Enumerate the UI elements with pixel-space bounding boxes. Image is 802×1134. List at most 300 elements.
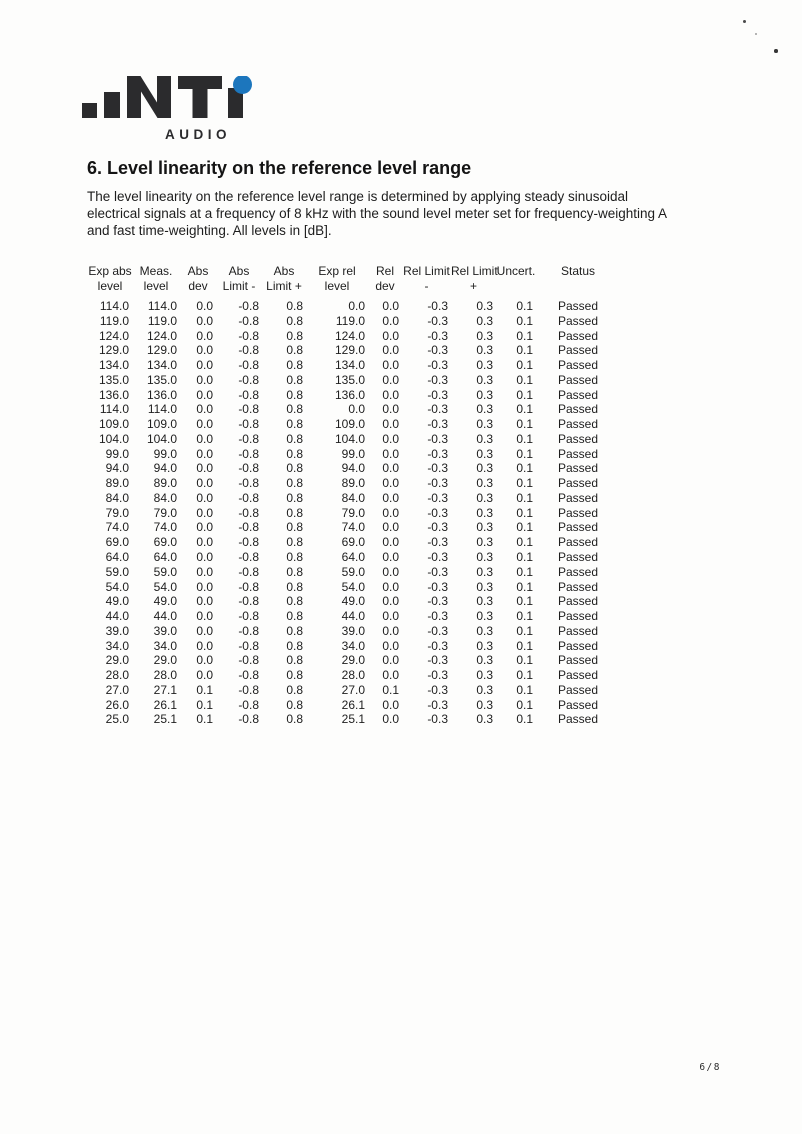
value-cell: -0.8 bbox=[238, 343, 259, 358]
value-cell: 0.0 bbox=[196, 299, 213, 313]
value-cell: 0.1 bbox=[196, 697, 213, 712]
value-cell: 0.1 bbox=[516, 668, 533, 683]
value-cell: 99.0 bbox=[153, 446, 177, 461]
value-cell: 0.3 bbox=[476, 358, 493, 373]
value-cell: 0.1 bbox=[516, 550, 533, 565]
value-cell: 0.0 bbox=[382, 446, 399, 461]
value-cell: 25.1 bbox=[341, 712, 365, 727]
value-cell: 0.0 bbox=[382, 535, 399, 550]
value-cell: 89.0 bbox=[153, 476, 177, 491]
value-cell: -0.8 bbox=[238, 682, 259, 697]
value-cell: 0.8 bbox=[286, 328, 303, 343]
paragraph-line: and fast time-weighting. All levels in [dB]. bbox=[87, 222, 332, 238]
value-cell: 25.1 bbox=[153, 712, 177, 727]
value-cell: 0.3 bbox=[476, 387, 493, 402]
status-cell: Passed bbox=[557, 550, 599, 565]
table-row bbox=[88, 299, 620, 314]
value-cell: 0.0 bbox=[196, 358, 213, 373]
value-cell: 0.0 bbox=[382, 505, 399, 520]
value-cell: 0.8 bbox=[286, 387, 303, 402]
value-cell: -0.8 bbox=[238, 299, 259, 313]
value-cell: 119.0 bbox=[99, 313, 129, 328]
value-cell: 0.0 bbox=[196, 328, 213, 343]
column-header-rel-dev: Rel dev bbox=[375, 264, 395, 293]
value-cell: 79.0 bbox=[153, 505, 177, 520]
value-cell: -0.3 bbox=[427, 343, 448, 358]
value-cell: 54.0 bbox=[341, 579, 365, 594]
value-cell: -0.3 bbox=[427, 550, 448, 565]
value-cell: -0.8 bbox=[238, 668, 259, 683]
value-cell: 0.0 bbox=[196, 505, 213, 520]
table-row bbox=[88, 580, 620, 595]
value-cell: 129.0 bbox=[334, 343, 365, 358]
value-cell: 134.0 bbox=[334, 358, 365, 373]
value-cell: 0.0 bbox=[382, 343, 399, 358]
value-cell: -0.3 bbox=[427, 490, 448, 505]
value-cell: -0.3 bbox=[427, 520, 448, 535]
value-cell: 0.3 bbox=[476, 343, 493, 358]
table-row bbox=[88, 535, 620, 550]
value-cell: -0.8 bbox=[238, 623, 259, 638]
value-cell: -0.8 bbox=[238, 609, 259, 624]
status-cell: Passed bbox=[557, 609, 599, 624]
value-cell: 0.1 bbox=[196, 712, 213, 727]
value-cell: 0.0 bbox=[382, 579, 399, 594]
value-cell: -0.8 bbox=[238, 505, 259, 520]
value-cell: 0.3 bbox=[476, 328, 493, 343]
value-cell: -0.3 bbox=[427, 564, 448, 579]
value-cell: 0.0 bbox=[382, 431, 399, 446]
value-cell: 84.0 bbox=[153, 490, 177, 505]
value-cell: 0.8 bbox=[286, 476, 303, 491]
value-cell: 0.8 bbox=[286, 697, 303, 712]
value-cell: 0.3 bbox=[476, 682, 493, 697]
value-cell: 0.0 bbox=[196, 490, 213, 505]
value-cell: 0.1 bbox=[516, 461, 533, 476]
value-cell: 0.8 bbox=[286, 461, 303, 476]
value-cell: 59.0 bbox=[341, 564, 365, 579]
value-cell: 0.0 bbox=[382, 697, 399, 712]
value-cell: 0.3 bbox=[476, 431, 493, 446]
value-cell: -0.3 bbox=[427, 697, 448, 712]
value-cell: -0.3 bbox=[427, 328, 448, 343]
value-cell: -0.3 bbox=[427, 505, 448, 520]
value-cell: 54.0 bbox=[105, 579, 129, 594]
value-cell: -0.3 bbox=[427, 623, 448, 638]
table-row bbox=[88, 668, 620, 683]
value-cell: 0.8 bbox=[286, 505, 303, 520]
value-cell: 0.0 bbox=[382, 550, 399, 565]
value-cell: 59.0 bbox=[105, 564, 129, 579]
value-cell: -0.3 bbox=[427, 712, 448, 727]
value-cell: 0.1 bbox=[382, 682, 399, 697]
column-header-uncert: Uncert. bbox=[496, 264, 536, 278]
value-cell: 124.0 bbox=[146, 328, 177, 343]
value-cell: 0.8 bbox=[286, 343, 303, 358]
value-cell: 0.8 bbox=[286, 550, 303, 565]
status-cell: Passed bbox=[557, 564, 599, 579]
value-cell: 0.0 bbox=[196, 564, 213, 579]
value-cell: 0.1 bbox=[516, 299, 533, 313]
status-cell: Passed bbox=[557, 490, 599, 505]
value-cell: 0.0 bbox=[196, 609, 213, 624]
value-cell: 135.0 bbox=[334, 372, 365, 387]
value-cell: -0.3 bbox=[427, 638, 448, 653]
value-cell: 0.0 bbox=[382, 668, 399, 683]
status-cell: Passed bbox=[557, 535, 599, 550]
value-cell: 74.0 bbox=[105, 520, 129, 535]
scan-speck bbox=[774, 49, 778, 53]
value-cell: 0.0 bbox=[196, 594, 213, 609]
value-cell: 0.1 bbox=[516, 623, 533, 638]
value-cell: 0.3 bbox=[476, 653, 493, 668]
value-cell: 44.0 bbox=[105, 609, 129, 624]
value-cell: 0.0 bbox=[196, 668, 213, 683]
section-heading: 6. Level linearity on the reference level range bbox=[87, 158, 472, 178]
value-cell: 27.1 bbox=[153, 682, 177, 697]
table-row bbox=[88, 639, 620, 654]
status-cell: Passed bbox=[557, 476, 599, 491]
value-cell: 0.0 bbox=[382, 358, 399, 373]
value-cell: 99.0 bbox=[105, 446, 129, 461]
value-cell: 0.3 bbox=[476, 564, 493, 579]
value-cell: 114.0 bbox=[99, 402, 129, 417]
table-row bbox=[88, 447, 620, 462]
value-cell: 29.0 bbox=[341, 653, 365, 668]
value-cell: 0.8 bbox=[286, 520, 303, 535]
value-cell: -0.3 bbox=[427, 579, 448, 594]
value-cell: 0.0 bbox=[196, 638, 213, 653]
value-cell: 0.3 bbox=[476, 535, 493, 550]
value-cell: 59.0 bbox=[153, 564, 177, 579]
value-cell: 136.0 bbox=[334, 387, 365, 402]
status-cell: Passed bbox=[557, 594, 599, 609]
value-cell: 54.0 bbox=[153, 579, 177, 594]
value-cell: 26.0 bbox=[105, 697, 129, 712]
value-cell: -0.8 bbox=[238, 712, 259, 727]
status-cell: Passed bbox=[557, 697, 599, 712]
value-cell: 94.0 bbox=[105, 461, 129, 476]
value-cell: 0.1 bbox=[516, 505, 533, 520]
value-cell: -0.3 bbox=[427, 461, 448, 476]
value-cell: 0.0 bbox=[382, 372, 399, 387]
value-cell: 0.1 bbox=[516, 476, 533, 491]
value-cell: 0.0 bbox=[196, 402, 213, 417]
value-cell: 0.8 bbox=[286, 579, 303, 594]
table-row bbox=[88, 624, 620, 639]
value-cell: 0.0 bbox=[196, 461, 213, 476]
value-cell: 0.3 bbox=[476, 446, 493, 461]
value-cell: 0.1 bbox=[516, 579, 533, 594]
status-cell: Passed bbox=[557, 505, 599, 520]
value-cell: 0.0 bbox=[196, 372, 213, 387]
status-cell: Passed bbox=[557, 712, 599, 727]
value-cell: -0.8 bbox=[238, 328, 259, 343]
value-cell: -0.3 bbox=[427, 313, 448, 328]
value-cell: -0.3 bbox=[427, 358, 448, 373]
column-header-rel-limit-minus: Rel Limit - bbox=[403, 264, 450, 293]
value-cell: 0.1 bbox=[516, 638, 533, 653]
nti-audio-logo bbox=[82, 76, 254, 129]
value-cell: 74.0 bbox=[341, 520, 365, 535]
value-cell: 89.0 bbox=[341, 476, 365, 491]
table-header-row bbox=[88, 264, 620, 294]
value-cell: 28.0 bbox=[105, 668, 129, 683]
scan-speck bbox=[755, 33, 757, 35]
status-cell: Passed bbox=[557, 299, 599, 313]
value-cell: 84.0 bbox=[341, 490, 365, 505]
status-cell: Passed bbox=[557, 313, 599, 328]
value-cell: 0.3 bbox=[476, 550, 493, 565]
value-cell: 0.0 bbox=[382, 476, 399, 491]
value-cell: 29.0 bbox=[105, 653, 129, 668]
value-cell: 94.0 bbox=[341, 461, 365, 476]
column-header-abs-dev: Abs dev bbox=[187, 264, 209, 293]
status-cell: Passed bbox=[557, 328, 599, 343]
table-body bbox=[88, 299, 620, 727]
value-cell: 49.0 bbox=[153, 594, 177, 609]
table-row bbox=[88, 609, 620, 624]
value-cell: 34.0 bbox=[153, 638, 177, 653]
value-cell: 0.0 bbox=[382, 712, 399, 727]
table-row bbox=[88, 520, 620, 535]
table-row bbox=[88, 329, 620, 344]
value-cell: 0.1 bbox=[516, 490, 533, 505]
status-cell: Passed bbox=[557, 668, 599, 683]
value-cell: 0.0 bbox=[196, 520, 213, 535]
value-cell: 0.3 bbox=[476, 712, 493, 727]
value-cell: -0.8 bbox=[238, 697, 259, 712]
value-cell: 0.1 bbox=[516, 697, 533, 712]
value-cell: -0.8 bbox=[238, 431, 259, 446]
table-row bbox=[88, 476, 620, 491]
value-cell: -0.8 bbox=[238, 387, 259, 402]
value-cell: 0.3 bbox=[476, 638, 493, 653]
linearity-table bbox=[88, 264, 620, 727]
section-paragraph bbox=[87, 189, 667, 239]
value-cell: -0.8 bbox=[238, 579, 259, 594]
value-cell: 0.0 bbox=[348, 299, 365, 313]
value-cell: -0.3 bbox=[427, 299, 448, 313]
value-cell: 74.0 bbox=[153, 520, 177, 535]
value-cell: 0.1 bbox=[516, 431, 533, 446]
value-cell: -0.3 bbox=[427, 668, 448, 683]
value-cell: 0.0 bbox=[196, 550, 213, 565]
value-cell: 0.0 bbox=[196, 431, 213, 446]
value-cell: 114.0 bbox=[147, 402, 177, 417]
value-cell: -0.3 bbox=[427, 417, 448, 432]
table-row bbox=[88, 417, 620, 432]
value-cell: 0.0 bbox=[196, 579, 213, 594]
value-cell: 109.0 bbox=[334, 417, 365, 432]
value-cell: 0.8 bbox=[286, 535, 303, 550]
value-cell: 26.1 bbox=[341, 697, 365, 712]
value-cell: 26.1 bbox=[153, 697, 177, 712]
value-cell: 0.1 bbox=[516, 343, 533, 358]
value-cell: 124.0 bbox=[334, 328, 365, 343]
status-cell: Passed bbox=[557, 579, 599, 594]
column-header-abs-limit-minus: Abs Limit - bbox=[222, 264, 256, 293]
value-cell: 49.0 bbox=[341, 594, 365, 609]
value-cell: 0.0 bbox=[382, 490, 399, 505]
value-cell: 39.0 bbox=[341, 623, 365, 638]
table-row bbox=[88, 565, 620, 580]
value-cell: 0.0 bbox=[196, 417, 213, 432]
value-cell: 0.8 bbox=[286, 299, 303, 313]
value-cell: 0.8 bbox=[286, 417, 303, 432]
value-cell: 0.1 bbox=[516, 682, 533, 697]
value-cell: 0.0 bbox=[382, 328, 399, 343]
value-cell: 124.0 bbox=[98, 328, 129, 343]
value-cell: -0.3 bbox=[427, 653, 448, 668]
column-header-abs-limit-plus: Abs Limit + bbox=[266, 264, 302, 293]
value-cell: 0.1 bbox=[516, 535, 533, 550]
value-cell: 0.1 bbox=[516, 653, 533, 668]
value-cell: 0.8 bbox=[286, 446, 303, 461]
status-cell: Passed bbox=[557, 682, 599, 697]
value-cell: -0.8 bbox=[238, 638, 259, 653]
value-cell: 0.8 bbox=[286, 653, 303, 668]
value-cell: -0.3 bbox=[427, 609, 448, 624]
value-cell: 0.1 bbox=[516, 387, 533, 402]
value-cell: -0.8 bbox=[238, 564, 259, 579]
value-cell: 0.0 bbox=[196, 535, 213, 550]
value-cell: 0.0 bbox=[196, 476, 213, 491]
value-cell: 27.0 bbox=[341, 682, 365, 697]
value-cell: 104.0 bbox=[334, 431, 365, 446]
value-cell: 0.3 bbox=[476, 476, 493, 491]
value-cell: 0.3 bbox=[476, 623, 493, 638]
value-cell: 0.8 bbox=[286, 431, 303, 446]
value-cell: 0.8 bbox=[286, 564, 303, 579]
value-cell: 0.1 bbox=[516, 446, 533, 461]
status-cell: Passed bbox=[557, 431, 599, 446]
scan-speck bbox=[743, 20, 746, 23]
value-cell: 0.0 bbox=[196, 313, 213, 328]
value-cell: 129.0 bbox=[146, 343, 177, 358]
status-cell: Passed bbox=[557, 417, 599, 432]
value-cell: 0.3 bbox=[476, 609, 493, 624]
value-cell: 134.0 bbox=[98, 358, 129, 373]
table-row bbox=[88, 461, 620, 476]
value-cell: -0.3 bbox=[427, 476, 448, 491]
value-cell: 0.0 bbox=[196, 387, 213, 402]
value-cell: 0.8 bbox=[286, 358, 303, 373]
value-cell: 0.0 bbox=[382, 564, 399, 579]
value-cell: 119.0 bbox=[147, 313, 177, 328]
value-cell: -0.3 bbox=[427, 682, 448, 697]
column-header-exp-abs-level: Exp abs level bbox=[88, 264, 132, 293]
status-cell: Passed bbox=[557, 520, 599, 535]
table-row bbox=[88, 698, 620, 713]
paragraph-line: electrical signals at a frequency of 8 kHz with the sound level meter set for frequency-weighting A bbox=[87, 205, 668, 221]
value-cell: 0.3 bbox=[476, 490, 493, 505]
value-cell: 27.0 bbox=[105, 682, 129, 697]
table-row bbox=[88, 491, 620, 506]
value-cell: 119.0 bbox=[335, 313, 365, 328]
value-cell: 0.0 bbox=[382, 609, 399, 624]
nti-logo-mark bbox=[82, 76, 254, 124]
table-row bbox=[88, 314, 620, 329]
value-cell: 0.3 bbox=[476, 461, 493, 476]
value-cell: -0.8 bbox=[238, 402, 259, 417]
status-cell: Passed bbox=[557, 446, 599, 461]
value-cell: 0.0 bbox=[382, 638, 399, 653]
value-cell: -0.8 bbox=[238, 461, 259, 476]
value-cell: 109.0 bbox=[146, 417, 177, 432]
value-cell: 0.0 bbox=[196, 623, 213, 638]
status-cell: Passed bbox=[557, 387, 599, 402]
value-cell: 0.0 bbox=[196, 446, 213, 461]
column-header-status: Status bbox=[560, 264, 596, 278]
value-cell: 114.0 bbox=[99, 299, 129, 313]
status-cell: Passed bbox=[557, 358, 599, 373]
value-cell: 79.0 bbox=[341, 505, 365, 520]
status-cell: Passed bbox=[557, 461, 599, 476]
value-cell: 0.1 bbox=[516, 372, 533, 387]
value-cell: 0.1 bbox=[516, 609, 533, 624]
value-cell: -0.8 bbox=[238, 490, 259, 505]
value-cell: 0.0 bbox=[382, 402, 399, 417]
value-cell: -0.8 bbox=[238, 313, 259, 328]
value-cell: -0.8 bbox=[238, 535, 259, 550]
value-cell: 34.0 bbox=[105, 638, 129, 653]
value-cell: 0.8 bbox=[286, 490, 303, 505]
page-number: 6/8 bbox=[699, 1062, 721, 1073]
value-cell: 64.0 bbox=[153, 550, 177, 565]
status-cell: Passed bbox=[557, 402, 599, 417]
value-cell: 0.1 bbox=[516, 594, 533, 609]
value-cell: 69.0 bbox=[105, 535, 129, 550]
value-cell: 79.0 bbox=[105, 505, 129, 520]
value-cell: 29.0 bbox=[153, 653, 177, 668]
value-cell: -0.8 bbox=[238, 520, 259, 535]
value-cell: -0.8 bbox=[238, 653, 259, 668]
table-row bbox=[88, 712, 620, 727]
status-cell: Passed bbox=[557, 372, 599, 387]
table-row bbox=[88, 373, 620, 388]
value-cell: 64.0 bbox=[341, 550, 365, 565]
status-cell: Passed bbox=[557, 623, 599, 638]
value-cell: 69.0 bbox=[341, 535, 365, 550]
paragraph-line: The level linearity on the reference level range is determined by applying steady sinusoidal bbox=[87, 189, 629, 204]
value-cell: 44.0 bbox=[153, 609, 177, 624]
value-cell: 0.0 bbox=[382, 594, 399, 609]
value-cell: 114.0 bbox=[147, 299, 177, 313]
value-cell: 0.1 bbox=[516, 328, 533, 343]
value-cell: 0.8 bbox=[286, 609, 303, 624]
value-cell: 135.0 bbox=[146, 372, 177, 387]
value-cell: 84.0 bbox=[105, 490, 129, 505]
value-cell: 0.0 bbox=[196, 343, 213, 358]
value-cell: 109.0 bbox=[98, 417, 129, 432]
value-cell: 94.0 bbox=[153, 461, 177, 476]
value-cell: -0.8 bbox=[238, 446, 259, 461]
status-cell: Passed bbox=[557, 343, 599, 358]
table-row bbox=[88, 594, 620, 609]
value-cell: 0.3 bbox=[476, 417, 493, 432]
value-cell: 0.3 bbox=[476, 520, 493, 535]
value-cell: 0.8 bbox=[286, 313, 303, 328]
value-cell: -0.8 bbox=[238, 358, 259, 373]
value-cell: 25.0 bbox=[105, 712, 129, 727]
column-header-exp-rel-level: Exp rel level bbox=[318, 264, 356, 293]
value-cell: 0.0 bbox=[382, 623, 399, 638]
value-cell: -0.3 bbox=[427, 535, 448, 550]
value-cell: 0.1 bbox=[516, 712, 533, 727]
value-cell: 28.0 bbox=[153, 668, 177, 683]
value-cell: 0.1 bbox=[196, 682, 213, 697]
